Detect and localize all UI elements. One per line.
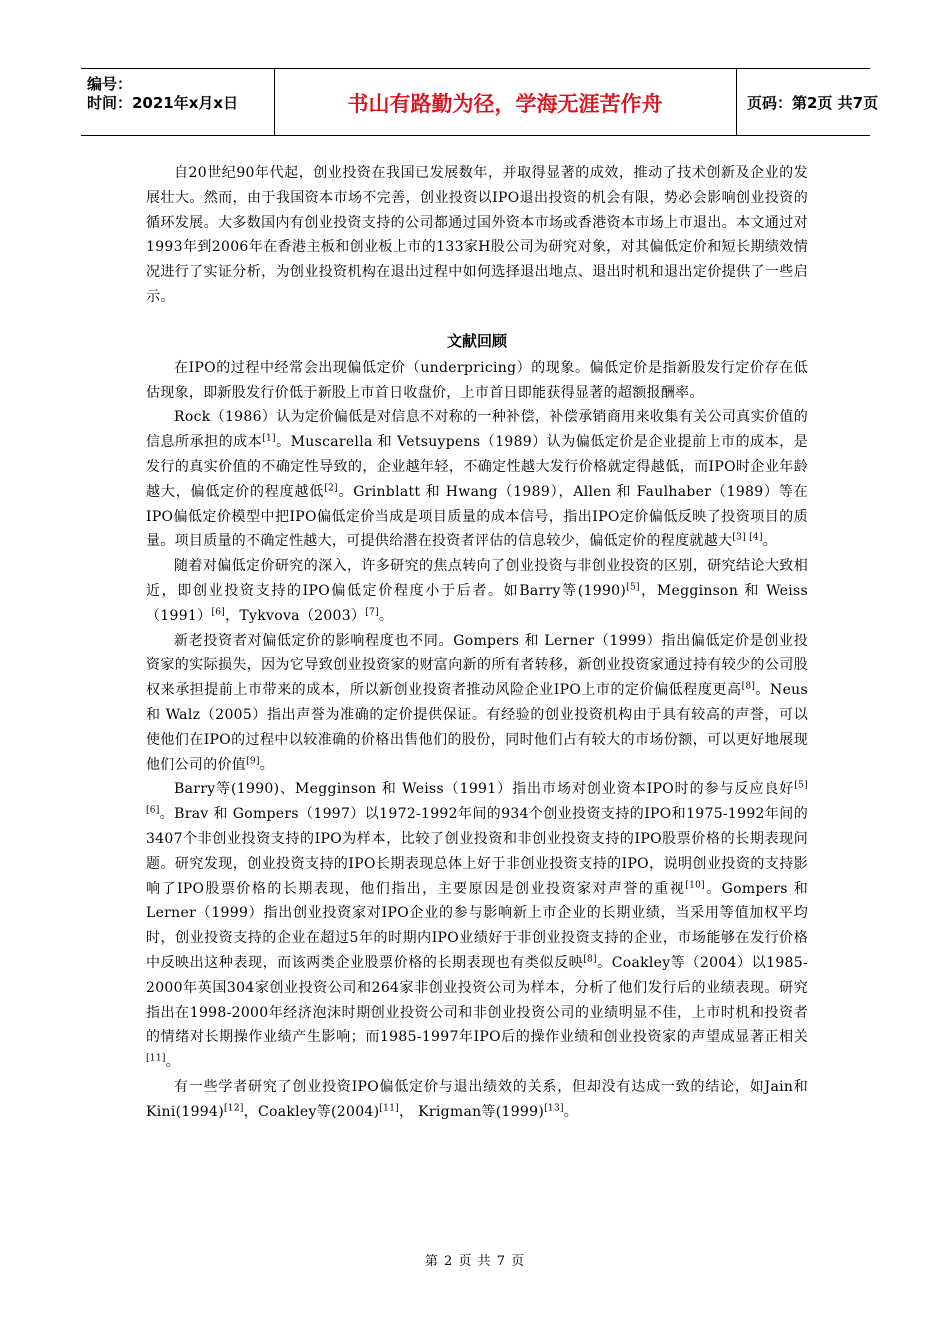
text-run: Rock（1986）认为定价偏低是对信息不对称的一种补偿，补偿承销商用来收集有关公司真实价值的信息所承担的成本 xyxy=(146,409,808,451)
page-header xyxy=(81,68,879,136)
citation: [8] xyxy=(741,681,756,692)
text-run: 。Neus 和 Walz（2005）指出声誉为准确的定价提供保证。有经验的创业投资机构由于具有较高的声誉，可以使他们在IPO的过程中以较准确的价格出售他们的股份，同时他们占有较大的市场份额，可以更好地展现他们公司的价值 xyxy=(146,682,808,773)
section-title: 文献回顾 xyxy=(446,331,507,350)
header-motto: 书山有路勤为径，学海无涯苦作舟 xyxy=(347,92,663,116)
citation: [7] xyxy=(365,607,379,618)
citation: [9] xyxy=(246,755,260,766)
paragraph-long-term-performance xyxy=(146,777,808,1075)
citation: [5] [6] xyxy=(146,780,808,816)
page-footer: 第 2 页 共 7 页 xyxy=(424,1254,526,1269)
citation: [5] xyxy=(626,582,640,593)
header-page-cell xyxy=(737,69,879,135)
header-left-cell xyxy=(81,69,275,135)
text-run: 。 xyxy=(563,1103,579,1120)
text-run: 。 xyxy=(165,1054,180,1071)
text-run: 。Grinblatt 和 Hwang（1989），Allen 和 Faulhaber（1989）等在IPO偏低定价模型中把IPO偏低定价当成是项目质量的成本信号，指出IPO定价偏低反映了投资项目的质量。项目质量的不确定性越大，可提供给潜在投资者评估的信息较少，偏低定价的程度就越大 xyxy=(146,483,808,550)
text-run: 随着对偏低定价研究的深入，许多研究的焦点转向了创业投资与非创业投资的区别，研究结论大致相近，即创业投资支持的IPO偏低定价程度小于后者。如Barry等(1990) xyxy=(146,558,808,599)
text-run: 有一些学者研究了创业投资IPO偏低定价与退出绩效的关系，但却没有达成一致的结论，如Jain和Kini(1994) xyxy=(146,1078,808,1120)
paragraph-new-old-investors xyxy=(146,629,808,778)
intro-paragraph: 自20世纪90年代起，创业投资在我国已发展数年，并取得显著的成效，推动了技术创新及企业的发展壮大。然而，由于我国资本市场不完善，创业投资以IPO退出投资的机会有限，势必会影响创业投资的循环发展。大多数国内有创业投资支持的公司都通过国外资本市场或香港资本市场上市退出。本文通过对1993年到2006年在香港主板和创业板上市的133家H股公司为研究对象，对其偏低定价和短长期绩效情况进行了实证分析，为创业投资机构在退出过程中如何选择退出地点、退出时机和退出定价提供了一些启示。 xyxy=(146,165,808,305)
text-run: Barry等(1990)、Megginson 和 Weiss（1991）指出市场对创业资本IPO时的参与反应良好 xyxy=(174,781,795,798)
paragraph-exit-performance xyxy=(146,1075,808,1125)
citation: [6] xyxy=(211,607,226,618)
text-run: ，Coakley等(2004) xyxy=(243,1103,380,1120)
document-body xyxy=(146,161,808,1124)
text-run: 。Gompers 和 Lerner（1999）指出创业投资家对IPO企业的参与影响新上市企业的长期业绩，当采用等值加权平均时，创业投资支持的企业在超过5年的时期内IPO业绩好于非创业投资支持的企业，市场能够在发行价格中反映出这种表现，而该两类企业股票价格的长期表现也有类似反映 xyxy=(146,880,808,971)
citation: [2] xyxy=(324,483,338,494)
text-run: ， Krigman等(1999) xyxy=(399,1103,545,1120)
header-page-info: 页码：第2页 共7页 xyxy=(747,94,879,112)
citation: [11] xyxy=(379,1103,400,1114)
text-run: 新老投资者对偏低定价的影响程度也不同。Gompers 和 Lerner（1999）指出偏低定价是创业投资家的实际损失，因为它导致创业投资家的财富向新的所有者转移，新创业投资家通过持有较少的公司股权来承担提前上市带来的成本，所以新创业投资者推动风险企业IPO上市的定价偏低程度更高 xyxy=(146,632,808,699)
citation: [13] xyxy=(544,1103,564,1114)
text-run: 。 xyxy=(259,756,275,773)
citation: [8] xyxy=(583,954,597,965)
citation: [10] xyxy=(685,879,705,890)
citation: [11] xyxy=(146,1053,166,1064)
paragraph-underpricing-definition: 在IPO的过程中经常会出现偏低定价（underpricing）的现象。偏低定价是指新股发行定价存在低估现象，即新股发行价低于新股上市首日收盘价，上市首日即能获得显著的超额报酬率。 xyxy=(146,359,808,401)
text-run: 。 xyxy=(762,533,778,550)
paragraph-vc-comparison xyxy=(146,554,808,628)
text-run: 。Brav 和 Gompers（1997）以1972-1992年间的934个创业投资支持的IPO和1975-1992年间的3407个非创业投资支持的IPO为样本，比较了创业投资和非创业投资支持的IPO股票价格的长期表现问题。研究发现，创业投资支持的IPO长期表现总体上好于非创业投资支持的IPO，说明创业投资的支持影响了IPO股票价格的长期表现，他们指出，主要原因是创业投资家对声誉的重视 xyxy=(146,806,808,897)
citation: [3] [4] xyxy=(732,532,763,543)
header-motto-cell xyxy=(274,69,737,135)
paragraph-rock xyxy=(146,405,808,554)
doc-number-label: 编号： xyxy=(87,75,133,93)
citation: [12] xyxy=(223,1103,244,1114)
text-run: 。Muscarella 和 Vetsuypens（1989）认为偏低定价是企业提前上市的成本，是发行的真实价值的不确定性导致的，企业越年轻，不确定性越大发行价格就定得越低，而IPO时企业年龄越大，偏低定价的程度越低 xyxy=(146,434,808,500)
text-run: 。Coakley等（2004）以1985-2000年英国304家创业投资公司和264家非创业投资公司为样本，分析了他们发行后的业绩表现。研究指出在1998-2000年经济泡沫时期创业投资公司和非创业投资公司的业绩明显不佳，上市时机和投资者的情绪对长期操作业绩产生影响；而1985-1997年IPO后的操作业绩和创业投资家的声望成显著正相关 xyxy=(146,954,808,1046)
citation: [1] xyxy=(262,433,276,444)
text-run: ，Tykvova（2003） xyxy=(225,607,366,624)
text-run: ，Megginson 和 Weiss（1991） xyxy=(146,582,808,624)
text-run: 。 xyxy=(378,607,394,624)
doc-date: 时间：2021年x月x日 xyxy=(87,94,239,112)
